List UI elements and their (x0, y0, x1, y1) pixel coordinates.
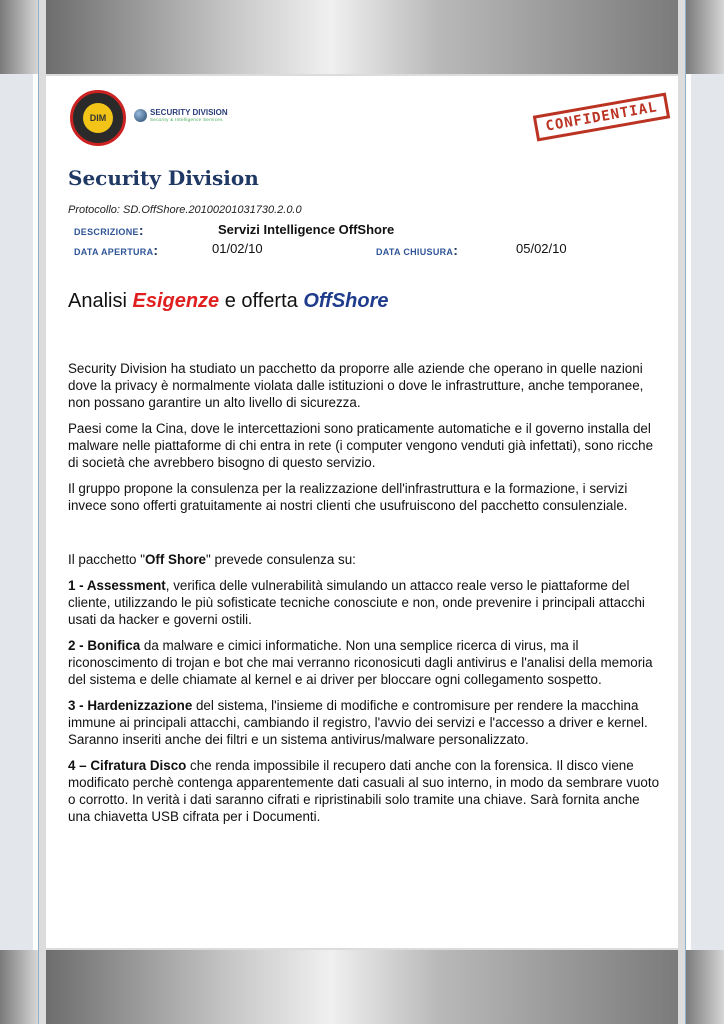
security-division-logo (134, 108, 228, 122)
paragraph-group: Il gruppo propone la consulenza per la realizzazione dell'infrastruttura e la formazione, i servizi invece sono offerti gratuitamente ai nostri clienti che usufruiscono del pacchetto consulenziale. (68, 481, 628, 513)
left-frame (0, 0, 39, 1024)
open-date-value: 01/02/10 (212, 241, 263, 256)
list-item-hardening: 3 - Hardenizzazione del sistema, l'insieme di modifiche e contromisure per rendere la macchina immune ai principali attacchi, cambiando il registro, l'avvio dei servizi e l'accesso a driver e kernel. Saranno inseriti anche dei filtri e un sistema antivirus/malware personalizzato. (68, 698, 648, 747)
footer-band (46, 950, 678, 1024)
confidential-stamp: CONFIDENTIAL (533, 92, 671, 141)
organization-heading: Security Division (68, 166, 259, 190)
logo-tagline: Security & Intelligence Services (150, 117, 223, 122)
close-date-value: 05/02/10 (516, 241, 567, 256)
description-value: Servizi Intelligence OffShore (218, 222, 395, 237)
list-item-assessment: 1 - Assessment, verifica delle vulnerabilità simulando un attacco reale verso le piattaforme del cliente, utilizzando le più sofisticate tecniche conosciute e non, onde prevenire i principali attacchi usati da hacker e governi ostili. (68, 578, 645, 627)
paragraph-china: Paesi come la Cina, dove le intercettazioni sono praticamente automatiche e il governo installa del malware nelle piattaforme di chi entra in rete (i computer vengono venduti già infettati), sono ricche di società che avrebbero bisogno di questo servizio. (68, 421, 654, 470)
close-date-label: DATA CHIUSURA: (376, 242, 459, 258)
corner-top-left (0, 0, 38, 74)
document-page (46, 76, 678, 948)
logo-name: SECURITY DIVISION (150, 108, 228, 117)
open-date-label: DATA APERTURA: (74, 242, 159, 258)
corner-bottom-right (686, 950, 724, 1024)
document-body (68, 360, 660, 834)
header-band (46, 0, 678, 74)
seal-emblem-icon (83, 103, 113, 133)
corner-top-right (686, 0, 724, 74)
description-label: DESCRIZIONE: (74, 222, 144, 238)
security-seal-logo (70, 90, 126, 146)
globe-icon (134, 109, 147, 122)
corner-bottom-left (0, 950, 38, 1024)
protocol-line: Protocollo: SD.OffShore.20100201031730.2.0.0 (68, 204, 302, 216)
right-frame (685, 0, 724, 1024)
list-item-disk-encryption: 4 – Cifratura Disco che renda impossibile il recupero dati anche con la forensica. Il disco viene modificato perchè contenga apparentemente dati casuali al suo interno, in modo da sembrare vuoto o corrotto. In verità i dati saranno cifrati e ripristinabili solo tramite una chiave. Sarà fornita anche una chiavetta USB cifrata per i Documenti. (68, 758, 660, 824)
document-title: Analisi Esigenze e offerta OffShore (68, 290, 389, 312)
paragraph-intro: Security Division ha studiato un pacchetto da proporre alle aziende che operano in quelle nazioni dove la privacy è normalmente violata dalle istituzioni o dove le infrastrutture, anche temporanee, non possano garantire un alto livello di sicurezza. (68, 361, 644, 410)
list-item-bonifica: 2 - Bonifica da malware e cimici informatiche. Non una semplice ricerca di virus, ma il riconoscimento di trojan e bot che mai verranno riconosicuti dagli antivirus e l'analisi della memoria del sistema e delle chiamate al kernel e ai driver per bloccare ogni collegamento sospetto. (68, 638, 653, 687)
paragraph-package: Il pacchetto "Off Shore" prevede consulenza su: (68, 552, 356, 567)
seal-text: DIM (89, 113, 107, 123)
